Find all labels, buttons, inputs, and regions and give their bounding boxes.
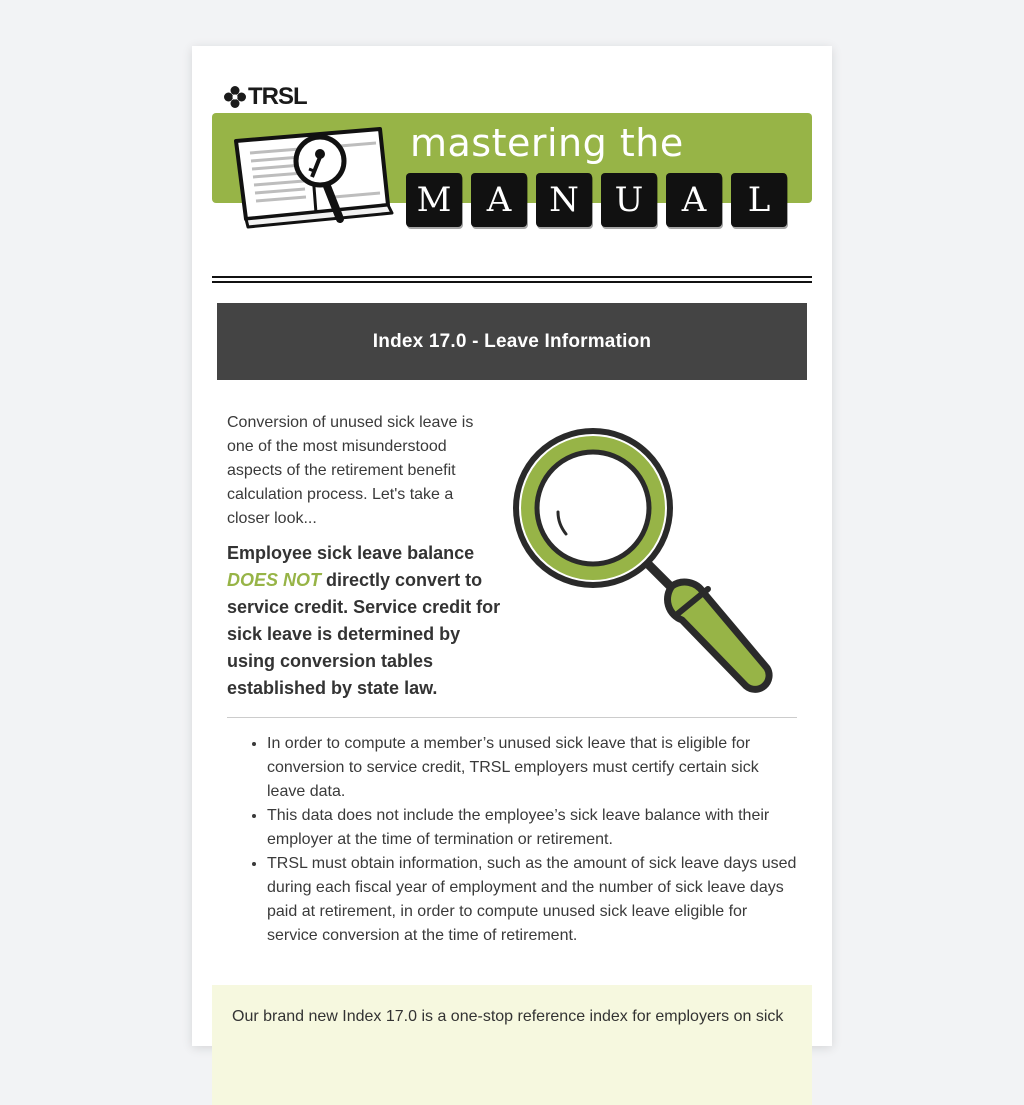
content-divider <box>227 717 797 718</box>
note-text: Our brand new Index 17.0 is a one-stop reference index for employers on sick <box>232 1008 784 1025</box>
book-magnifier-icon <box>230 121 400 233</box>
callout-emphasis: DOES NOT <box>227 570 322 590</box>
email-container <box>192 46 832 1046</box>
tile-letter: U <box>601 173 657 227</box>
info-bullet-list <box>227 732 797 948</box>
trsl-logo[interactable] <box>224 84 307 110</box>
tile-letter: M <box>406 173 462 227</box>
callout-text-before: Employee sick leave balance <box>227 543 475 563</box>
intro-paragraph: Conversion of unused sick leave is one of the most misunderstood aspects of the retirement benefit calculation process. Let's take a closer look... <box>227 414 474 527</box>
note-box <box>212 985 812 1105</box>
callout-text-after: directly convert to service credit. Service credit for sick leave is determined by using conversion tables established by state law. <box>227 570 501 698</box>
mastering-the-manual-banner <box>212 113 812 229</box>
tile-letter: N <box>536 173 592 227</box>
banner-title: mastering the <box>410 121 684 165</box>
section-header <box>217 303 807 380</box>
tile-letter: A <box>666 173 722 227</box>
header-divider <box>212 276 812 283</box>
list-item: • This data does not include the employee’s sick leave balance with their employer at the time of termination or retirement. <box>267 804 797 852</box>
tile-letter: L <box>731 173 787 227</box>
list-item: • In order to compute a member’s unused sick leave that is eligible for conversion to service credit, TRSL employers must certify certain sick leave data. <box>267 732 797 804</box>
logo-text: TRSL <box>248 83 307 110</box>
magnifying-glass-icon <box>510 424 780 696</box>
banner-tiles <box>406 173 787 227</box>
trsl-flower-icon <box>224 85 246 109</box>
list-item: • TRSL must obtain information, such as the amount of sick leave days used during each fiscal year of employment and the number of sick leave days paid at retirement, in order to compute unused sick leave eligible for service conversion at the time of retirement. <box>267 852 797 948</box>
callout-paragraph <box>227 540 502 702</box>
section-title: Index 17.0 - Leave Information <box>372 330 652 352</box>
tile-letter: A <box>471 173 527 227</box>
